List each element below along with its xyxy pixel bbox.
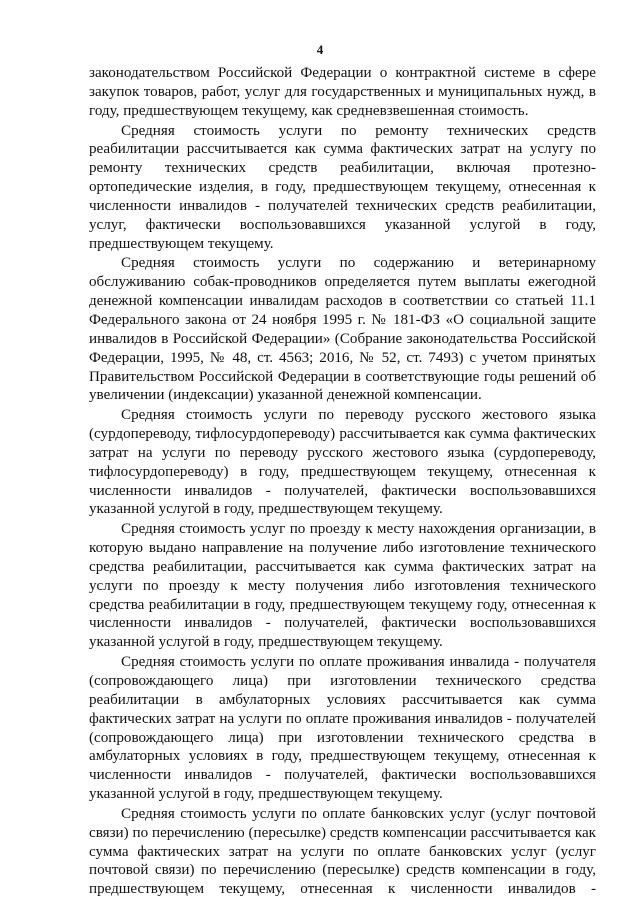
paragraph: Средняя стоимость услуг по проезду к месту нахождения организации, в которую выдано направление на получение либо изготовление технического средства реабилитации, рассчитывается как сумма фактических затрат на услуги по проезду к месту получения либо изготовления технического средства реабилитации в году, предшествующем текущему году, отнесенная к численности инвалидов - получателей, фактически воспользовавшихся указанной услугой в году, предшествующем текущему. xyxy=(89,521,596,651)
page-number: 4 xyxy=(316,42,324,57)
paragraph: Средняя стоимость услуги по оплате банковских услуг (услуг почтовой связи) по перечислению (пересылке) средств компенсации рассчитывается как сумма фактических затрат на услуги по оплате банковских услуг (услуг почтовой связи) по перечислению (пересылке) средств компенсации в году, предшествующем текущему, отнесенная к численности инвалидов - xyxy=(89,805,596,898)
paragraph: Средняя стоимость услуги по оплате проживания инвалида - получателя (сопровождающего лица) при изготовлении технического средства реабилитации в амбулаторных условиях рассчитывается как сумма фактических затрат на услуги по оплате проживания инвалидов - получателей (сопровождающего лица) при изготовлении технического средства в амбулаторных условиях в году, предшествующем текущему, отнесенная к численности инвалидов - получателей, фактически воспользовавшихся указанной услугой в году, предшествующем текущему. xyxy=(89,654,596,803)
document-body xyxy=(89,64,596,900)
paragraph: Средняя стоимость услуги по содержанию и ветеринарному обслуживанию собак-проводников определяется путем выплаты ежегодной денежной компенсации инвалидам расходов в соответствии со статьей 11.1 Федерального закона от 24 ноября 1995 г. № 181-ФЗ «О социальной защите инвалидов в Российской Федерации» (Собрание законодательства Российской Федерации, 1995, № 48, ст. 4563; 2016, № 52, ст. 7493) с учетом принятых Правительством Российской Федерации в соответствующие годы решений об увеличении (индексации) указанной денежной компенсации. xyxy=(89,255,596,404)
paragraph: Средняя стоимость услуги по ремонту технических средств реабилитации рассчитывается как сумма фактических затрат на услугу по ремонту технических средств реабилитации, включая протезно-ортопедические изделия, в году, предшествующем текущему, отнесенная к численности инвалидов - получателей технических средств реабилитации, услуг, фактически воспользовавшихся указанной услугой в году, предшествующем текущему. xyxy=(89,122,596,252)
paragraph: законодательством Российской Федерации о контрактной системе в сфере закупок товаров, работ, услуг для государственных и муниципальных нужд, в году, предшествующем текущему, как средневзвешенная стоимость. xyxy=(89,65,596,119)
paragraph: Средняя стоимость услуги по переводу русского жестового языка (сурдопереводу, тифлосурдопереводу) рассчитывается как сумма фактических затрат на услуги по переводу русского жестового языка (сурдопереводу, тифлосурдопереводу) в году, предшествующем текущему, отнесенная к численности инвалидов - получателей, фактически воспользовавшихся указанной услугой в году, предшествующем текущему. xyxy=(89,407,596,518)
